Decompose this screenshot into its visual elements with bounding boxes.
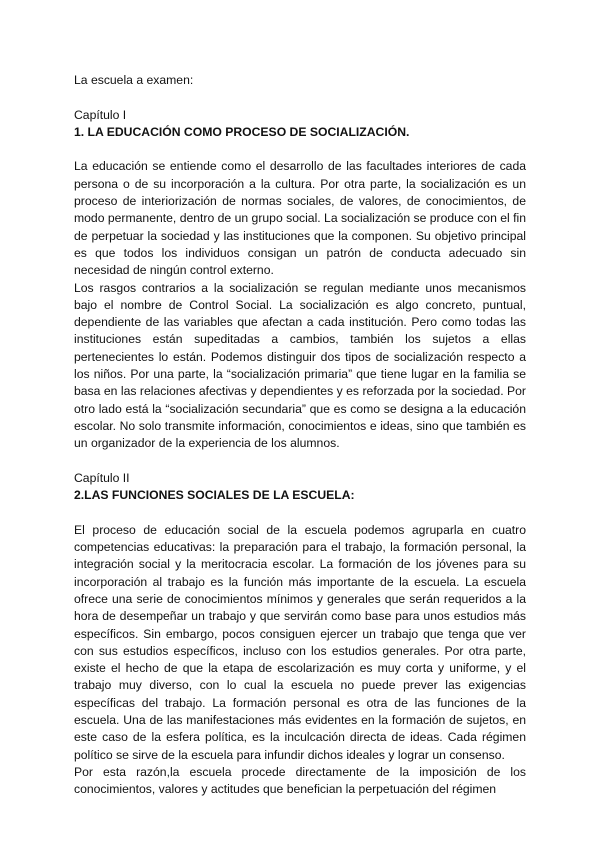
chapter-heading: 1. LA EDUCACIÓN COMO PROCESO DE SOCIALIZACIÓN. <box>74 124 410 139</box>
section-spacer <box>74 453 526 470</box>
paragraph: La educación se entiende como el desarrollo de las facultades interiores de cada persona o de su incorporación a la cultura. Por otra parte, la socialización es un proceso de interiorización de normas sociales, de valores, de conocimientos, de modo permanente, dentro de un grupo social. La socialización se produce con el fin de perpetuar la sociedad y las instituciones que la componen. Su objetivo principal es que todos los individuos consigan un patrón de conducta adecuado sin necesidad de ningún control externo. <box>74 159 526 278</box>
paragraph: El proceso de educación social de la escuela podemos agruparla en cuatro competencias educativas: la preparación para el trabajo, la formación personal, la integración social y la meritocracia escolar. La formación de los jóvenes para su incorporación al trabajo es la función más importante de la escuela. La escuela ofrece una serie de conocimientos mínimos y generales que serán requeridos a la hora de desempeñar un trabajo y que servirán como base para unos estudios más específicos. Sin embargo, pocos consiguen ejercer un trabajo que tenga que ver con sus estudios específicos, incluso con los estudios generales. Por otra parte, existe el hecho de que la etapa de escolarización es muy corta y uniforme, y el trabajo muy diverso, con lo cual la escuela no puede prever las exigencias específicas del trabajo. La formación personal es otra de las funciones de la escuela. Una de las manifestaciones más evidentes en la formación de sujetos, en este caso de la esfera política, es la inculcación directa de ideas. Cada régimen político se sirve de la escuela para infundir dichos ideales y lograr un consenso. <box>74 522 526 762</box>
document-body <box>74 72 526 798</box>
chapter-1 <box>74 107 526 453</box>
document-title: La escuela a examen: <box>74 73 194 87</box>
chapter-label: Capítulo I <box>74 107 127 122</box>
chapter-heading: 2.LAS FUNCIONES SOCIALES DE LA ESCUELA: <box>74 488 355 503</box>
chapter-label: Capítulo II <box>74 470 130 485</box>
paragraph: Los rasgos contrarios a la socialización se regulan mediante unos mecanismos bajo el nombre de Control Social. La socialización es algo concreto, puntual, dependiente de las variables que afectan a cada institución. Pero como todas las instituciones están supeditadas a cambios, también los sujetos a ellas pertenecientes lo están. Podemos distinguir dos tipos de socialización respecto a los niños. Por una parte, la “socialización primaria” que tiene lugar en la familia se basa en las relaciones afectivas y dependientes y es reforzada por la sociedad. Por otro lado está la “socialización secundaria” que es como se designa a la educación escolar. No solo transmite información, conocimientos e ideas, sino que también es un organizador de la experiencia de los alumnos. <box>74 280 526 451</box>
chapter-2 <box>74 470 526 799</box>
paragraph: Por esta razón,la escuela procede directamente de la imposición de los conocimientos, valores y actitudes que benefician la perpetuación del régimen <box>74 764 526 797</box>
